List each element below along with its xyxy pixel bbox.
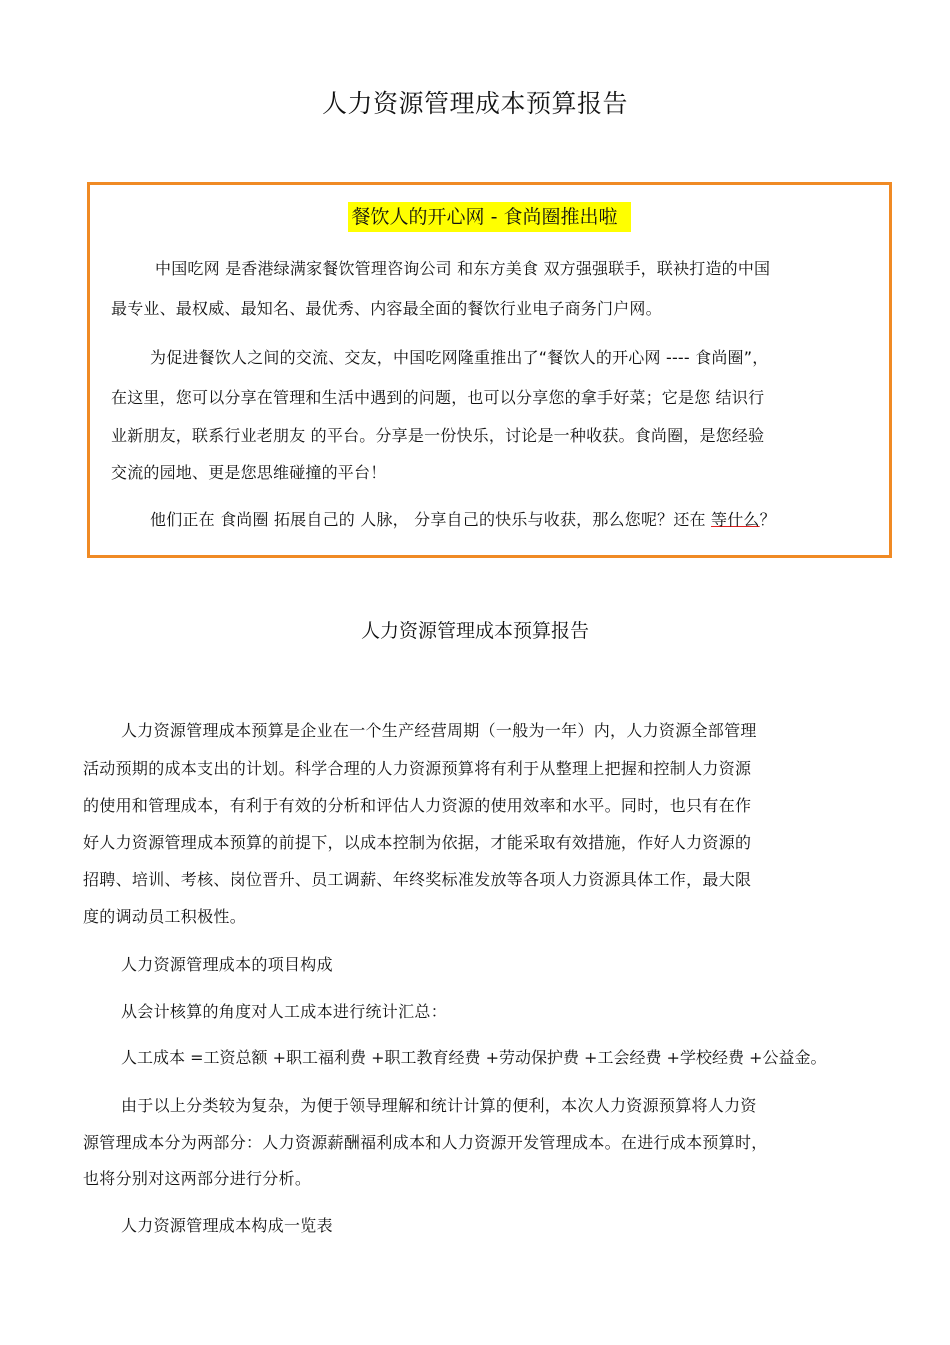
promo-paragraph-2-line-3: 业新朋友，联系行业老朋友 的平台。分享是一份快乐，讨论是一种收获。食尚圈，是您经验: [111, 426, 765, 445]
document-title: 人力资源管理成本预算报告: [321, 89, 628, 118]
promo-link-wait[interactable]: 等什么: [711, 510, 760, 529]
split-line-3: 也将分别对这两部分进行分析。: [83, 1169, 312, 1188]
promo-heading: 餐饮人的开心网 - 食尚圈推出啦: [348, 202, 632, 232]
promo-paragraph-3: [150, 508, 776, 532]
promo-paragraph-3-text: 他们正在 食尚圈 拓展自己的 人脉， 分享自己的快乐与收获，那么您呢？还在: [150, 510, 712, 529]
cost-formula: 人工成本 =工资总额 +职工福利费 +职工教育经费 +劳动保护费 +工会经费 +学校经费 +公益金。: [121, 1048, 827, 1067]
intro-line-2: 活动预期的成本支出的计划。科学合理的人力资源预算将有利于从整理上把握和控制人力资源: [83, 759, 752, 778]
intro-line-1: 人力资源管理成本预算是企业在一个生产经营周期（一般为一年）内，人力资源全部管理: [121, 721, 757, 740]
intro-line-3: 的使用和管理成本，有利于有效的分析和评估人力资源的使用效率和水平。同时，也只有在作: [83, 796, 752, 815]
intro-line-4: 好人力资源管理成本预算的前提下，以成本控制为依据，才能采取有效措施，作好人力资源的: [83, 833, 752, 852]
intro-line-6: 度的调动员工积极性。: [83, 907, 247, 926]
section-title: 人力资源管理成本预算报告: [360, 620, 589, 642]
promo-paragraph-1-line-2: 最专业、最权威、最知名、最优秀、内容最全面的餐饮行业电子商务门户网。: [111, 299, 662, 318]
promo-paragraph-3-end: ？: [759, 510, 776, 529]
promo-paragraph-2-line-4: 交流的园地、更是您思维碰撞的平台！: [111, 463, 387, 482]
split-line-1: 由于以上分类较为复杂，为便于领导理解和统计计算的便利，本次人力资源预算将人力资: [121, 1096, 757, 1115]
promo-box: [87, 182, 892, 558]
table-heading: 人力资源管理成本构成一览表: [121, 1216, 333, 1235]
promo-paragraph-1-line-1: 中国吃网 是香港绿满家餐饮管理咨询公司 和东方美食 双方强强联手，联袂打造的中国: [155, 259, 771, 278]
intro-line-5: 招聘、培训、考核、岗位晋升、员工调薪、年终奖标准发放等各项人力资源具体工作，最大限: [83, 870, 752, 889]
structure-heading: 人力资源管理成本的项目构成: [121, 955, 333, 974]
promo-paragraph-2-line-1: 为促进餐饮人之间的交流、交友，中国吃网隆重推出了“餐饮人的开心网 ---- 食尚圈”，: [150, 348, 769, 367]
accounting-line: 从会计核算的角度对人工成本进行统计汇总：: [121, 1002, 448, 1021]
split-line-2: 源管理成本分为两部分：人力资源薪酬福利成本和人力资源开发管理成本。在进行成本预算时，: [83, 1133, 768, 1152]
promo-paragraph-2-line-2: 在这里，您可以分享在管理和生活中遇到的问题，也可以分享您的拿手好菜；它是您 结识行: [111, 388, 765, 407]
